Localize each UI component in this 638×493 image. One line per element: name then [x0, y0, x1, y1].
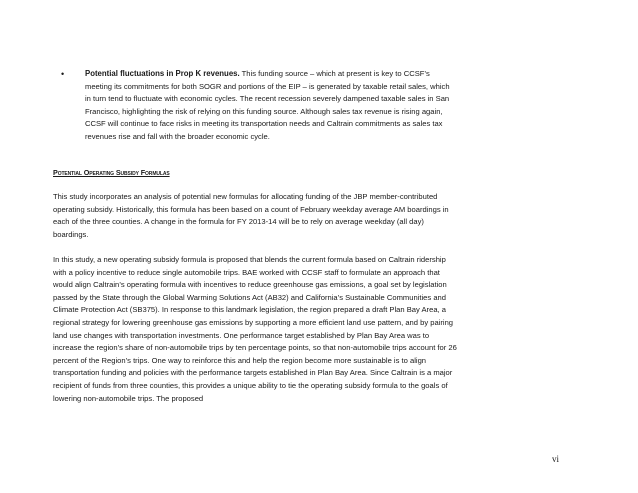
page-number: vi: [552, 454, 560, 464]
paragraph-study-overview: This study incorporates an analysis of potential new formulas for allocating funding of the JBP member-contributed operating subsidy. Historically, this formula has been based on a count of February weekday average AM boardings in each of the three counties. A change in the formula for FY 2013-14 will be to rely on average weekday (all day) boardings.: [53, 192, 449, 239]
bullet-text: [85, 68, 455, 144]
paragraph-new-formula: In this study, a new operating subsidy formula is proposed that blends the current formula based on Caltrain ridership with a policy incentive to reduce single automobile trips. BAE worked with CCSF staff to formulate an approach that would align Caltrain’s operating formula with incentives to reduce greenhouse gas emissions, a goal set by legislation passed by the State through the Global Warming Solutions Act (AB32) and California’s Sustainable Communities and Climate Protection Act (SB375). In response to this landmark legislation, the region prepared a draft Plan Bay Area, a regional strategy for lowering greenhouse gas emissions by supporting a more efficient land use pattern, and by pairing land use changes with transportation investments. One performance target established by Plan Bay Area was to increase the region’s share of non-automobile trips by ten percentage points, so that non-automobile trips account for 26 percent of the Region’s trips. One way to reinforce this and help the region become more sustainable is to align transportation funding and policies with the performance targets established in Plan Bay Area. Since Caltrain is a major recipient of funds from three counties, this provides a unique ability to tie the operating subsidy formula to the goals of lowering non-automobile trips. The proposed: [53, 255, 457, 403]
section-heading: Potential Operating Subsidy Formulas: [53, 168, 170, 177]
risk-bullet-item: [61, 68, 451, 144]
bullet-body-text: This funding source – which at present is key to CCSF’s meeting its commitments for both SOGR and portions of the EIP – is generated by taxable retail sales, which in turn tend to fluctuate with economic cycles. The recent recession severely dampened taxable sales in San Francisco, highlighting the risk of relying on this funding source. Although sales tax revenue is rising again, CCSF will continue to face risks in meeting its transportation needs and Caltrain commitments as sales tax revenues rise and fall with the broader economic cycle.: [85, 69, 450, 141]
bullet-lead-text: Potential fluctuations in Prop K revenues.: [85, 69, 240, 78]
bullet-marker: •: [61, 69, 65, 79]
